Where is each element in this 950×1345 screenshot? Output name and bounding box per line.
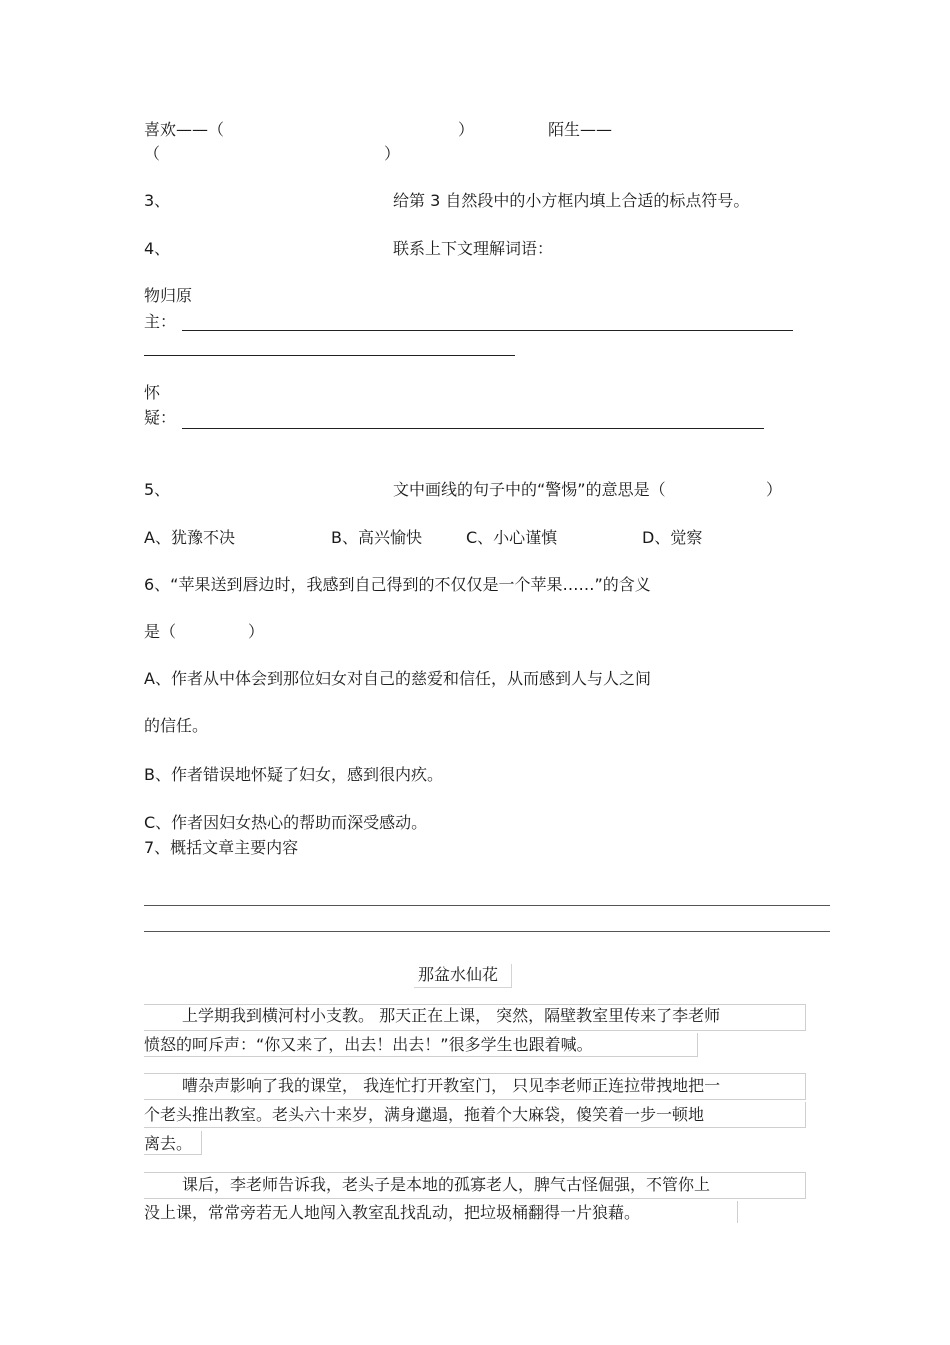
q4-text: 联系上下文理解词语： [393, 239, 554, 258]
q5-text: 文中画线的句子中的“警惕”的意思是（ [393, 480, 666, 499]
like-label: 喜欢——（ [144, 120, 225, 139]
q3-number: 3、 [144, 191, 171, 210]
q6-question-line1: 6、“苹果送到唇边时，我感到自己得到的不仅仅是一个苹果……”的含义 [144, 575, 651, 594]
q5-option-b: B、高兴愉快 [331, 528, 422, 547]
p2-line2: 个老头推出教室。老头六十来岁，满身邋遢，拖着个大麻袋，傻笑着一步一顿地 [144, 1105, 705, 1124]
q5-option-a: A、犹豫不决 [144, 528, 235, 547]
q6-option-b: B、作者错误地怀疑了妇女，感到很内疚。 [144, 765, 443, 784]
p3-line2: 没上课，常常旁若无人地闯入教室乱找乱动，把垃圾桶翻得一片狼藉。 [144, 1203, 641, 1222]
word2-answer-line [182, 428, 764, 429]
p2-line1: 嘈杂声影响了我的课堂， 我连忙打开教室门， 只见李老师正连拉带拽地把一 [182, 1076, 721, 1095]
q3-text: 给第 3 自然段中的小方框内填上合适的标点符号。 [393, 191, 750, 210]
p3-line1: 课后，李老师告诉我，老头子是本地的孤寡老人，脾气古怪倔强，不管你上 [182, 1175, 711, 1194]
q5-option-d: D、觉察 [642, 528, 703, 547]
word1-label-line2: 主： [144, 312, 177, 331]
story-title: 那盆水仙花 [418, 965, 499, 984]
q5-option-c: C、小心谨慎 [466, 528, 558, 547]
q6-option-a-line1: A、作者从中体会到那位妇女对自己的慈爱和信任，从而感到人与人之间 [144, 669, 651, 688]
p2-line3: 离去。 [144, 1134, 193, 1153]
q6-question-line2-close: ） [248, 622, 265, 641]
p1-line1: 上学期我到横河村小支教。 那天正在上课， 突然，隔壁教室里传来了李老师 [182, 1006, 721, 1025]
q6-option-c: C、作者因妇女热心的帮助而深受感动。 [144, 813, 428, 832]
word1-label-line1: 物归原 [144, 286, 193, 305]
q7-answer-line-1 [144, 905, 830, 906]
word1-answer-line-2 [144, 355, 515, 356]
word1-answer-line [182, 330, 793, 331]
q5-number: 5、 [144, 480, 171, 499]
strange-close-paren: ） [384, 144, 401, 163]
q7-text: 7、概括文章主要内容 [144, 838, 299, 857]
q4-number: 4、 [144, 239, 171, 258]
p1-line2: 愤怒的呵斥声：“你又来了，出去！出去！”很多学生也跟着喊。 [144, 1035, 593, 1054]
word2-label-line2: 疑： [144, 408, 177, 427]
q7-answer-line-2 [144, 931, 830, 932]
q6-question-line2-open: 是（ [144, 622, 177, 641]
strange-open-paren: （ [144, 144, 161, 163]
q6-option-a-line2: 的信任。 [144, 716, 209, 735]
q5-close-paren: ） [766, 480, 783, 499]
strange-label: 陌生—— [548, 120, 613, 139]
word2-label-line1: 怀 [144, 383, 161, 402]
like-close-paren: ） [458, 120, 475, 139]
